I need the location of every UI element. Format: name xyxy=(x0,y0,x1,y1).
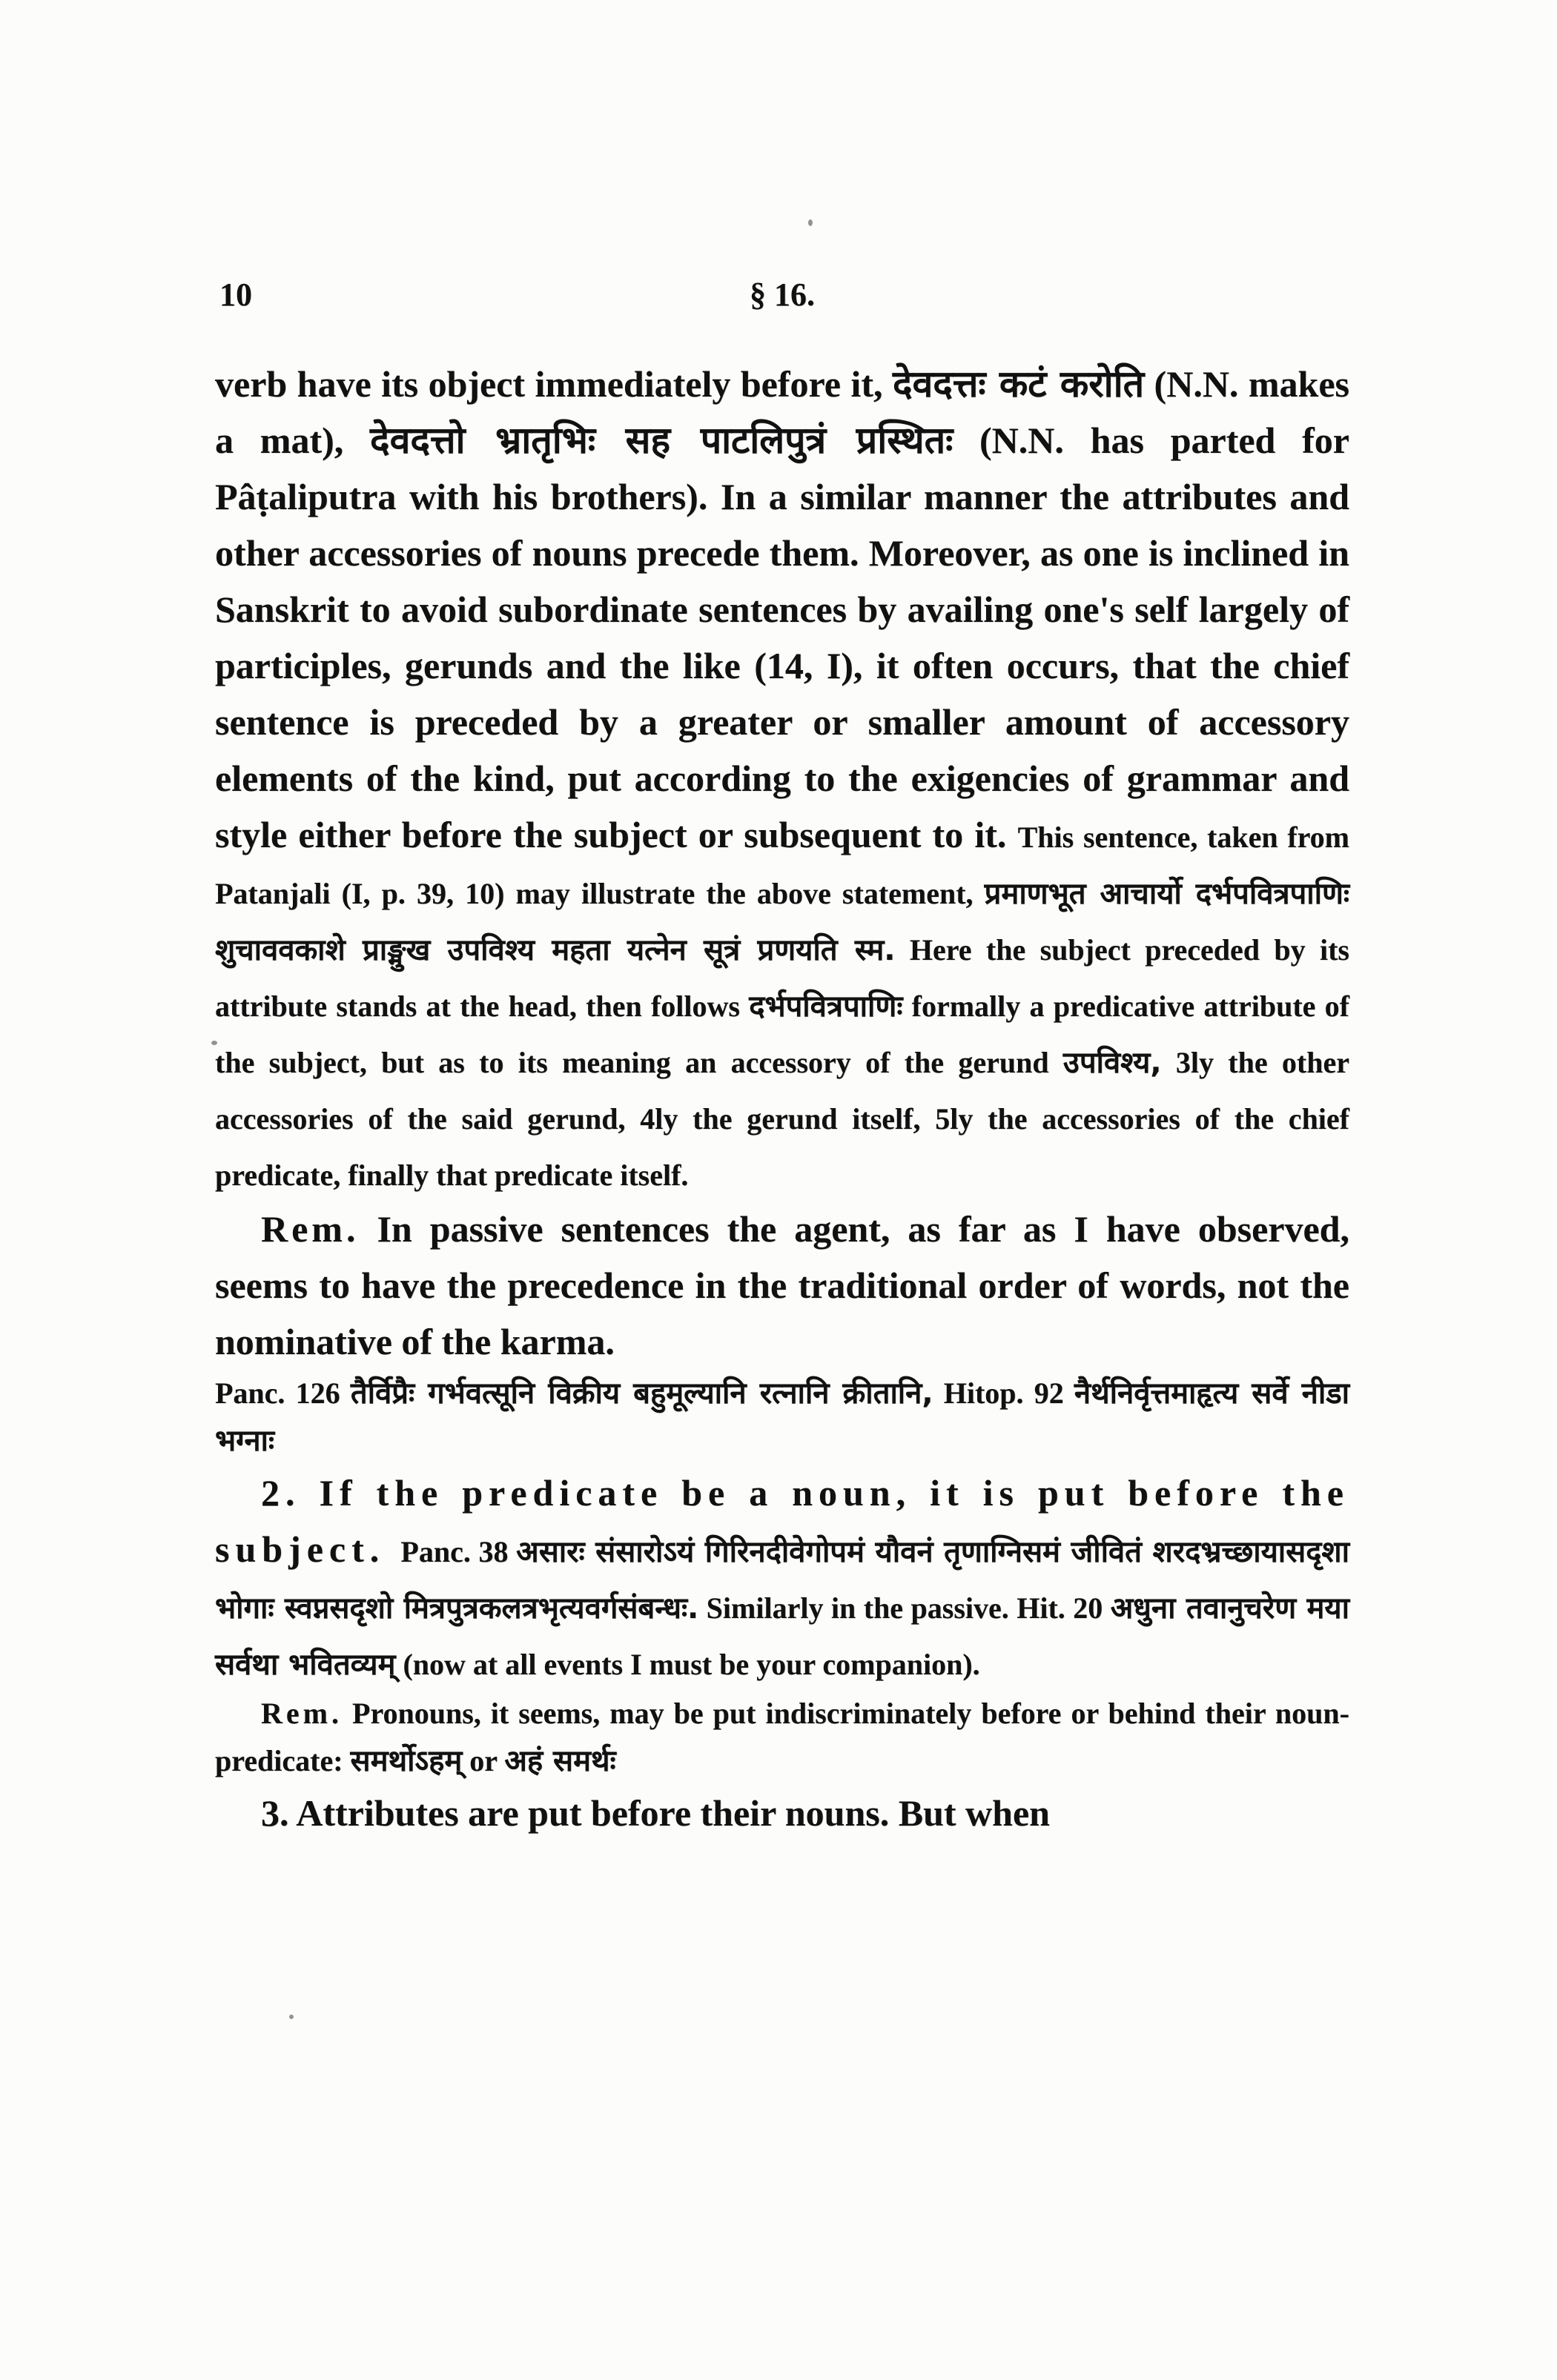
page-number: 10 xyxy=(219,276,252,313)
text-block xyxy=(215,276,1349,1841)
paragraph-attributes xyxy=(215,1785,1349,1841)
smalltype-segment: This sentence, taken from Patanjali (I, p. 39, 10) may illustrate the above statement, xyxy=(215,821,1349,910)
sanskrit-segment: अहं समर्थः xyxy=(504,1744,616,1778)
rule-text: 2. If the predicate be a noun, it is put before the subject. xyxy=(215,1472,1349,1570)
sanskrit-segment: प्रमाणभूत आचार्यो दर्भपवित्रपाणिः शुचाववकाशे प्राङ्मुख उपविश्य महता यत्नेन सूत्रं प्रणयति स्म. xyxy=(215,877,1349,967)
smalltype-segment: 3ly the other accessories of the said gerund, 4ly the gerund itself, 5ly the accessories of the chief predicate, finally that predicate itself. xyxy=(215,1046,1350,1192)
paragraph-word-order xyxy=(215,356,1349,1201)
smalltype-segment: Similarly in the passive. Hit. 20 xyxy=(698,1591,1111,1625)
section-number: § 16. xyxy=(750,276,815,313)
text-segment: or xyxy=(462,1744,505,1777)
text-segment: (N.N. has parted for Pâṭaliputra with his brothers). In a similar manner the attributes and other accessories of nouns precede them. Moreover, as one is inclined in Sanskrit to avoid subordinate sentences by availing one's self largely of participles, gerunds and the like (14, I), it often occurs, that the chief sentence is preceded by a greater or smaller amount of accessory elements of the kind, put according to the exigencies of grammar and style either before the subject or subsequent to it. xyxy=(215,420,1349,855)
citation-panc-hitop xyxy=(215,1370,1349,1465)
page-header xyxy=(215,276,1349,319)
text-segment: (N.N. makes a mat), xyxy=(215,363,1349,461)
sanskrit-segment: तैर्विप्रैः गर्भवत्सूनि विक्रीय बहुमूल्यानि रत्नानि क्रीतानि, xyxy=(350,1376,933,1411)
sanskrit-segment: दर्भपवित्रपाणिः xyxy=(749,990,903,1024)
text-segment: verb have its object immediately before it, xyxy=(215,363,893,405)
citation-label: Panc. 126 xyxy=(215,1376,351,1410)
text-segment: Pronouns, it seems, may be put indiscriminately before or behind their noun-predicate: xyxy=(215,1697,1349,1777)
remark-pronouns xyxy=(215,1690,1349,1785)
rule-text: 3. Attributes are put before their nouns. But when xyxy=(261,1792,1050,1834)
sanskrit-segment: देवदत्तः कटं करोति xyxy=(892,362,1145,405)
smalltype-segment: (now at all events I must be your companion). xyxy=(395,1648,980,1681)
sanskrit-segment: नैर्थनिर्वृत्तमाहृत्य सर्वे नीडा भग्नाः xyxy=(215,1376,1350,1458)
sanskrit-segment: असारः संसारोऽयं गिरिनदीवेगोपमं यौवनं तृणाग्निसमं जीवितं शरदभ्रच्छायासदृशा भोगाः स्वप्नसदृशो मित्रपुत्रकलत्रभृत्यवर्गसंबन्धः. xyxy=(215,1535,1349,1625)
sanskrit-segment: उपविश्य, xyxy=(1062,1046,1162,1080)
scan-speck xyxy=(211,1041,217,1045)
sanskrit-segment: देवदत्तो भ्रातृभिः सह पाटलिपुत्रं प्रस्थितः xyxy=(370,419,953,462)
remark-passive-agent xyxy=(215,1201,1349,1370)
sanskrit-segment: समर्थोऽहम् xyxy=(350,1744,463,1778)
smalltype-segment: formally a predicative attribute of the subject, but as to its meaning an accessory of the gerund xyxy=(215,990,1349,1079)
scan-speck xyxy=(808,219,813,226)
scan-speck xyxy=(289,2015,294,2019)
citation-label: Hitop. 92 xyxy=(933,1376,1074,1410)
smalltype-segment: Here the subject preceded by its attribute stands at the head, then follows xyxy=(215,933,1349,1023)
text-segment: In passive sentences the agent, as far as I have observed, seems to have the precedence in the traditional order of words, not the nominative of the karma. xyxy=(215,1208,1349,1362)
citation-label: Panc. 38 xyxy=(400,1535,517,1568)
remark-label: Rem. xyxy=(261,1208,360,1250)
sanskrit-segment: अधुना तवानुचरेण मया सर्वथा भवितव्यम् xyxy=(215,1591,1349,1682)
remark-label: Rem. xyxy=(261,1697,343,1730)
paragraph-predicate-noun xyxy=(215,1465,1349,1690)
